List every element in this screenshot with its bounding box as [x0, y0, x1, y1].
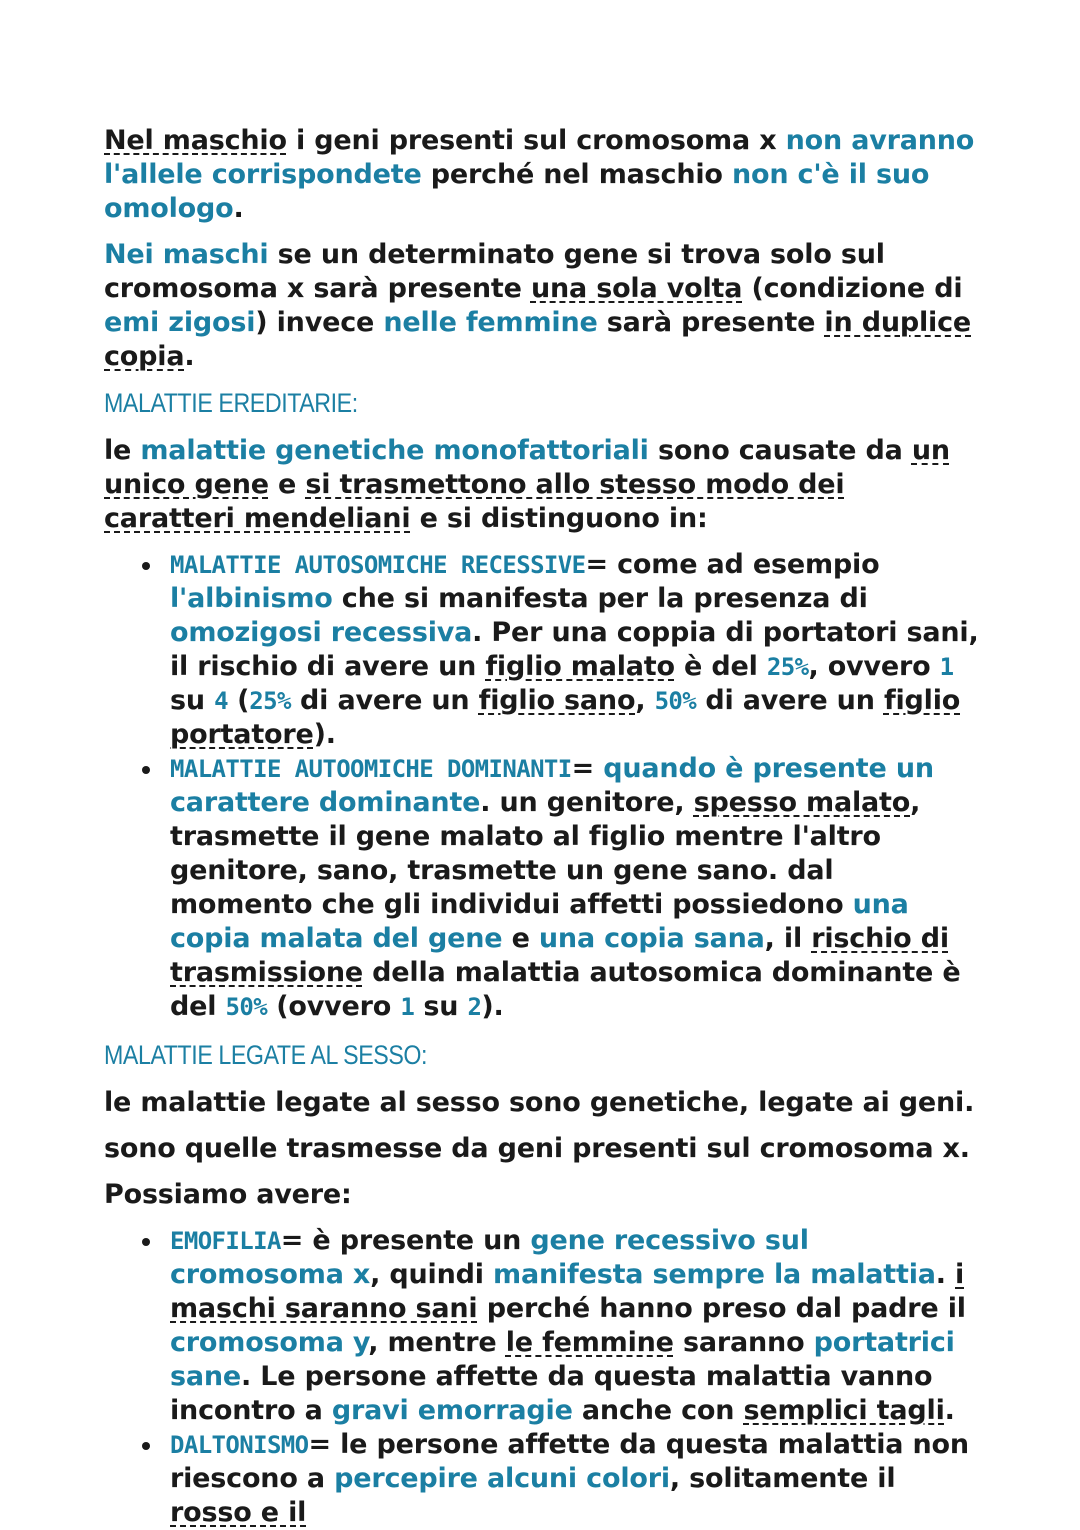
text-run: le — [104, 435, 141, 466]
paragraph-monofactorial — [104, 434, 980, 536]
text-run: 2 — [467, 993, 482, 1021]
text-run: di avere un — [696, 685, 884, 716]
text-run: non c'è il suo omologo — [104, 159, 930, 224]
section-heading-hereditary: MALATTIE EREDITARIE: — [104, 388, 358, 418]
paragraph-possiamo-avere: Possiamo avere: — [104, 1179, 352, 1210]
list-item-dominant — [170, 752, 980, 1024]
text-run: , solitamente il — [669, 1463, 896, 1494]
text-run: , — [635, 685, 655, 716]
text-run: perché hanno preso dal padre il — [477, 1293, 966, 1324]
text-run: rischio di trasmissione — [170, 923, 949, 988]
text-run: , quindi — [370, 1259, 494, 1290]
text-run: . Le persone affette da questa malattia vanno incontro a — [170, 1361, 933, 1426]
text-run: . — [184, 341, 195, 372]
text-run: nelle femmine — [383, 307, 598, 338]
text-run: quando è presente un carattere dominante — [170, 753, 934, 818]
paragraph-hemizygosity — [104, 238, 980, 374]
list-item-emofilia — [170, 1224, 980, 1428]
text-run: che si manifesta per la presenza di — [332, 583, 868, 614]
text-run: . Per una coppia di portatori sani, il rischio di avere un — [170, 617, 979, 682]
text-run: 50% — [225, 993, 268, 1021]
text-run: in duplice copia — [104, 307, 972, 372]
text-run: perché nel maschio — [421, 159, 732, 190]
text-run: gene recessivo sul cromosoma x — [170, 1225, 809, 1290]
text-run: 1 — [939, 653, 954, 681]
text-run: 1 — [400, 993, 415, 1021]
text-run: emi zigosi — [104, 307, 256, 338]
text-run: ). — [481, 991, 504, 1022]
text-run: sarà presente — [597, 307, 825, 338]
text-run: , mentre — [368, 1327, 506, 1358]
text-run: gravi emorragie — [331, 1395, 573, 1426]
text-run: i maschi saranno sani — [170, 1259, 965, 1324]
text-run: i geni presenti sul cromosoma x — [286, 125, 786, 156]
text-run: . — [944, 1395, 955, 1426]
text-run: si trasmettono allo stesso modo dei caratteri mendeliani — [104, 469, 845, 534]
text-run: portatrici sane — [170, 1327, 955, 1392]
item-label: MALATTIE AUTOSOMICHE RECESSIVE — [170, 551, 586, 579]
text-run: e — [502, 923, 539, 954]
text-run: 25% — [766, 653, 809, 681]
text-run: una sola volta — [530, 273, 743, 304]
section-heading-sex-linked: MALATTIE LEGATE AL SESSO: — [104, 1040, 428, 1070]
text-run: su — [414, 991, 468, 1022]
text-run: l'albinismo — [170, 583, 333, 614]
text-run: sono causate da — [648, 435, 912, 466]
text-run: percepire alcuni colori — [334, 1463, 670, 1494]
text-run: figlio portatore — [170, 685, 961, 750]
text-run: Nei maschi — [104, 239, 269, 270]
text-run: (ovvero — [267, 991, 401, 1022]
text-run: = — [571, 753, 604, 784]
text-run: e si distinguono in: — [410, 503, 708, 534]
text-run: rosso e il — [170, 1497, 307, 1528]
text-run: ). — [313, 719, 336, 750]
text-run: ) invece — [255, 307, 384, 338]
text-run: saranno — [673, 1327, 814, 1358]
text-run: Nel maschio — [104, 125, 287, 156]
text-run: = è presente un — [280, 1225, 531, 1256]
text-run: una copia malata del gene — [170, 889, 909, 954]
text-run: non avranno l'allele corrispondete — [104, 125, 975, 190]
text-run: una copia sana — [538, 923, 765, 954]
paragraph-sex-linked-intro: le malattie legate al sesso sono genetiche, legate ai geni. — [104, 1087, 975, 1118]
list-sex-linked-diseases — [104, 1224, 980, 1530]
text-run: figlio sano — [478, 685, 636, 716]
text-run: , il — [764, 923, 812, 954]
text-run: della malattia autosomica dominante è del — [170, 957, 961, 1022]
text-run: . — [233, 193, 244, 224]
list-item-daltonismo — [170, 1428, 980, 1530]
paragraph-male-genes — [104, 124, 980, 226]
text-run: , trasmette il gene malato al figlio mentre l'altro genitore, sano, trasmette un gene sano. dal momento che gli individui affetti possiedono — [170, 787, 921, 920]
text-run: se un determinato gene si trova solo sul cromosoma x sarà presente — [104, 239, 885, 304]
text-run: 50% — [654, 687, 697, 715]
text-run: di avere un — [290, 685, 479, 716]
text-run: . un genitore, — [480, 787, 694, 818]
text-run: e — [268, 469, 306, 500]
text-run: anche con — [572, 1395, 744, 1426]
text-run: malattie genetiche monofattoriali — [140, 435, 649, 466]
item-label: EMOFILIA — [170, 1227, 281, 1255]
text-run: , ovvero — [808, 651, 940, 682]
paragraph-sex-linked-x: sono quelle trasmesse da geni presenti sul cromosoma x. — [104, 1133, 970, 1164]
text-run: = come ad esempio — [585, 549, 880, 580]
text-run: . — [935, 1259, 956, 1290]
text-run: (condizione di — [742, 273, 963, 304]
text-run: 25% — [249, 687, 291, 715]
text-run: manifesta sempre la malattia — [493, 1259, 936, 1290]
text-run: ( — [227, 685, 250, 716]
text-run: un unico gene — [104, 435, 950, 500]
text-run: cromosoma y — [170, 1327, 369, 1358]
text-run: = le persone affette da questa malattia non riescono a — [170, 1429, 969, 1494]
item-label: MALATTIE AUTOOMICHE DOMINANTI — [170, 755, 572, 783]
text-run: 4 — [214, 687, 228, 715]
list-item-recessive — [170, 548, 980, 752]
text-run: è del — [674, 651, 767, 682]
text-run: omozigosi recessiva — [170, 617, 473, 648]
text-run: le femmine — [505, 1327, 674, 1358]
item-label: DALTONISMO — [170, 1431, 309, 1459]
text-run: su — [170, 685, 215, 716]
text-run: figlio malato — [485, 651, 675, 682]
text-run: spesso malato — [693, 787, 911, 818]
list-hereditary-diseases — [104, 548, 980, 1024]
text-run: semplici tagli — [743, 1395, 945, 1426]
